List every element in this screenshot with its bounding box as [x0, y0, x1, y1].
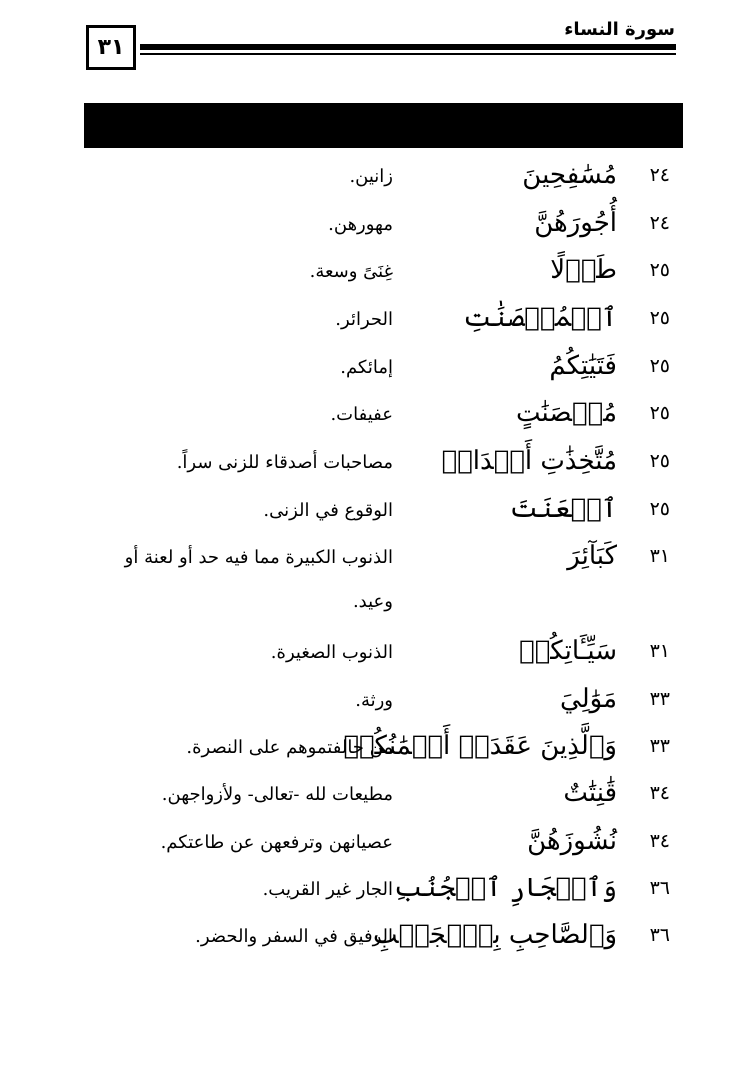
word-meaning: ورثة.	[355, 690, 393, 711]
verse-number: ٢٤	[649, 212, 670, 234]
list-item	[0, 346, 755, 386]
quran-word: ٱلۡعَنَتَ	[509, 494, 617, 524]
quran-word: وَٱلَّذِينَ عَقَدَتۡ أَيۡمَٰنُكُمۡ	[343, 731, 617, 761]
quran-word: مُتَّخِذَٰتِ أَخۡدَانٖ	[441, 446, 617, 476]
word-meaning: الحرائر.	[335, 309, 393, 330]
verse-number: ٢٤	[649, 164, 670, 186]
word-meaning: غِنَىً وسعة.	[309, 261, 393, 282]
list-item	[0, 298, 755, 338]
word-meaning: عفيفات.	[330, 404, 393, 425]
word-meaning: مهورهن.	[328, 214, 393, 235]
list-item	[0, 773, 755, 813]
word-meaning: الوقوع في الزنى.	[263, 500, 393, 521]
quran-word: طَوۡلًا	[550, 255, 617, 285]
quran-word: مَوَٰلِيَ	[560, 684, 617, 714]
list-item	[0, 868, 755, 908]
verse-number: ٢٥	[649, 402, 670, 424]
verse-number: ٢٥	[649, 259, 670, 281]
quran-word: فَتَيَٰتِكُمُ	[549, 351, 617, 381]
word-meaning: الرفيق في السفر والحضر.	[195, 926, 393, 947]
verse-number: ٣٣	[649, 688, 670, 710]
verse-number: ٣٦	[649, 924, 670, 946]
quran-word: وَٱلۡجَارِ ٱلۡجُنُبِ	[393, 873, 617, 903]
quran-word: وَٱلصَّاحِبِ بِٱلۡجَنۢبِ	[373, 920, 617, 950]
quran-word: مُسَٰفِحِينَ	[522, 160, 617, 190]
verse-number: ٢٥	[649, 355, 670, 377]
verse-number: ٢٥	[649, 307, 670, 329]
list-item	[0, 441, 755, 481]
word-meaning: مطيعات لله -تعالى- ولأزواجهن.	[161, 784, 393, 805]
verse-number: ٣١	[649, 640, 670, 662]
quran-word: نُشُوزَهُنَّ	[527, 826, 617, 856]
list-item	[0, 489, 755, 529]
list-item	[0, 679, 755, 719]
quran-word: مُحۡصَنَٰتٍ	[515, 398, 617, 428]
word-meaning: مصاحبات أصدقاء للزنى سراً.	[176, 452, 393, 473]
quran-word: سَيِّـَٔاتِكُمۡ	[519, 636, 617, 666]
verse-number: ٣٦	[649, 877, 670, 899]
word-meaning: إمائكم.	[340, 357, 393, 378]
word-meaning: عصيانهن وترفعهن عن طاعتكم.	[160, 832, 393, 853]
list-item	[0, 155, 755, 195]
surah-title: سورة النساء	[564, 19, 675, 40]
word-meaning: الجار غير القريب.	[262, 879, 393, 900]
verse-number: ٣٣	[649, 735, 670, 757]
verse-number: ٣٤	[649, 830, 670, 852]
list-item	[0, 536, 755, 612]
verse-number: ٣٤	[649, 782, 670, 804]
word-meaning: الذنوب الصغيرة.	[270, 642, 393, 663]
word-meaning: زانين.	[349, 166, 393, 187]
word-meaning: الذنوب الكبيرة مما فيه حد أو لعنة أو وعيد.	[124, 547, 393, 612]
quran-word: ٱلۡمُحۡصَنَٰتِ	[463, 303, 617, 333]
quran-word: كَبَآئِرَ	[567, 541, 617, 571]
quran-word: قَٰنِتَٰتٌ	[563, 778, 617, 808]
list-item	[0, 915, 755, 955]
quran-word: أُجُورَهُنَّ	[534, 208, 617, 238]
list-item	[0, 393, 755, 433]
word-meaning: من حالفتموهم على النصرة.	[186, 737, 393, 758]
verse-number: ٣١	[649, 545, 670, 567]
list-item	[0, 631, 755, 671]
verse-number: ٢٥	[649, 450, 670, 472]
page-number: ٣١	[86, 25, 136, 70]
list-item	[0, 726, 755, 766]
verse-number: ٢٥	[649, 498, 670, 520]
list-item	[0, 203, 755, 243]
list-item	[0, 250, 755, 290]
list-item	[0, 821, 755, 861]
